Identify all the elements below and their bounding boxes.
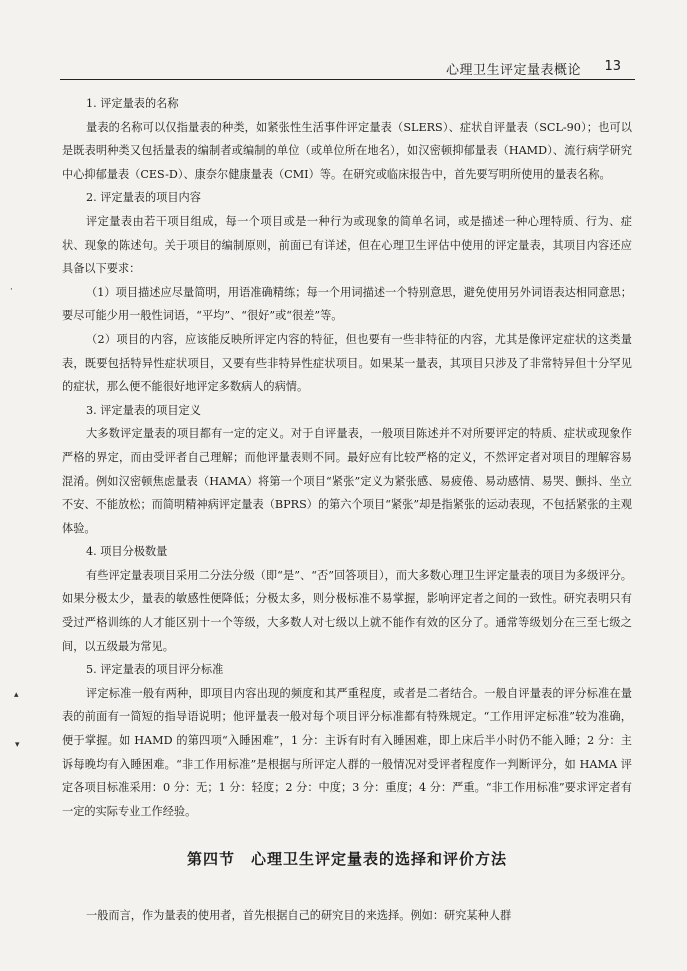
paragraph: 有些评定量表项目采用二分法分级（即“是”、“否”回答项目），而大多数心理卫生评定量表的项目为多级评分。如果分极太少，量表的敏感性便降低；分极太多，则分极标准不易掌握，影响评定者之间的一致性。研究表明只有受过严格训练的人才能区别十一个等级，大多数人对七级以上就不能作有效的区分了。通常等级划分在三至七级之间，以五级最为常见。 bbox=[62, 568, 632, 653]
scan-speck: ▴ bbox=[14, 690, 19, 700]
scan-speck: ▾ bbox=[15, 740, 20, 750]
paragraph: 评定标准一般有两种，即项目内容出现的频度和其严重程度，或者是二者结合。一般自评量表的评分标准在量表的前面有一简短的指导语说明；他评量表一般对每个项目评分标准都有特殊规定。“工作用评定标准”较为准确，便于掌握。如 HAMD 的第四项“入睡困难”，1 分：主诉有时有入睡困难，即上床后半小时仍不能入睡；2 分：主诉每晚均有入睡困难。“非工作用标准”是根据与所评定人群的一般情况对受评者程度作一判断评分，如 HAMA 评定各项目标准采用：0 分：无；1 分：轻度；2 分：中度；3 分：重度；4 分：严重。“非工作用标准”要求评定者有一定的实际专业工作经验。 bbox=[62, 686, 632, 818]
paragraph: 量表的名称可以仅指量表的种类，如紧张性生活事件评定量表（SLERS）、症状自评量表（SCL-90）；也可以是既表明种类又包括量表的编制者或编制的单位（或单位所在地名），如汉密顿抑郁量表（HAMD）、流行病学研究中心抑郁量表（CES-D）、康奈尔健康量表（CMI）等。在研究或临床报告中，首先要写明所使用的量表名称。 bbox=[62, 120, 632, 181]
header-title: 心理卫生评定量表概论 bbox=[445, 63, 581, 78]
heading-item-definition: 3. 评定量表的项目定义 bbox=[86, 403, 201, 417]
heading-grading-levels: 4. 项目分极数量 bbox=[86, 545, 168, 559]
running-header bbox=[60, 55, 635, 80]
heading-scoring-criteria: 5. 评定量表的项目评分标准 bbox=[86, 663, 224, 677]
paragraph: 评定量表由若干项目组成，每一个项目或是一种行为或现象的简单名词，或是描述一种心理特质、行为、症状、现象的陈述句。关于项目的编制原则，前面已有详述，但在心理卫生评估中使用的评定量表，其项目内容还应具备以下要求： bbox=[62, 214, 632, 276]
page-number: 13 bbox=[604, 59, 621, 74]
heading-item-content: 2. 评定量表的项目内容 bbox=[86, 191, 201, 205]
scan-speck: · bbox=[10, 285, 13, 295]
paragraph: （1）项目描述应尽量简明，用语准确精练；每一个用词描述一个特别意思，避免使用另外词语表达相同意思；要尽可能少用一般性词语，“平均”、“很好”或“很差”等。 bbox=[62, 285, 632, 323]
paragraph: 大多数评定量表的项目都有一定的定义。对于自评量表，一般项目陈述并不对所要评定的特质、症状或现象作严格的界定，而由受评者自己理解；而他评量表则不同。最好应有比较严格的定义，不然评定者对项目的理解容易混淆。例如汉密顿焦虑量表（HAMA）将第一个项目“紧张”定义为紧张感、易疲倦、易动感情、易哭、颤抖、坐立不安、不能放松；而简明精神病评定量表（BPRS）的第六个项目“紧张”却是指紧张的运动表现，不包括紧张的主观体验。 bbox=[62, 427, 632, 535]
paragraph: 一般而言，作为量表的使用者，首先根据自己的研究目的来选择。例如：研究某种人群 bbox=[86, 909, 512, 922]
paragraph: （2）项目的内容，应该能反映所评定内容的特征，但也要有一些非特征的内容，尤其是像评定症状的这类量表，既要包括特异性症状项目，又要有些非特异性症状项目。如果某一量表，其项目只涉及了非常特异但十分罕见的症状，那么便不能很好地评定多数病人的病情。 bbox=[62, 332, 632, 394]
section-heading: 第四节 心理卫生评定量表的选择和评价方法 bbox=[186, 850, 507, 868]
heading-scale-name: 1. 评定量表的名称 bbox=[86, 97, 179, 110]
body-text bbox=[62, 92, 632, 823]
